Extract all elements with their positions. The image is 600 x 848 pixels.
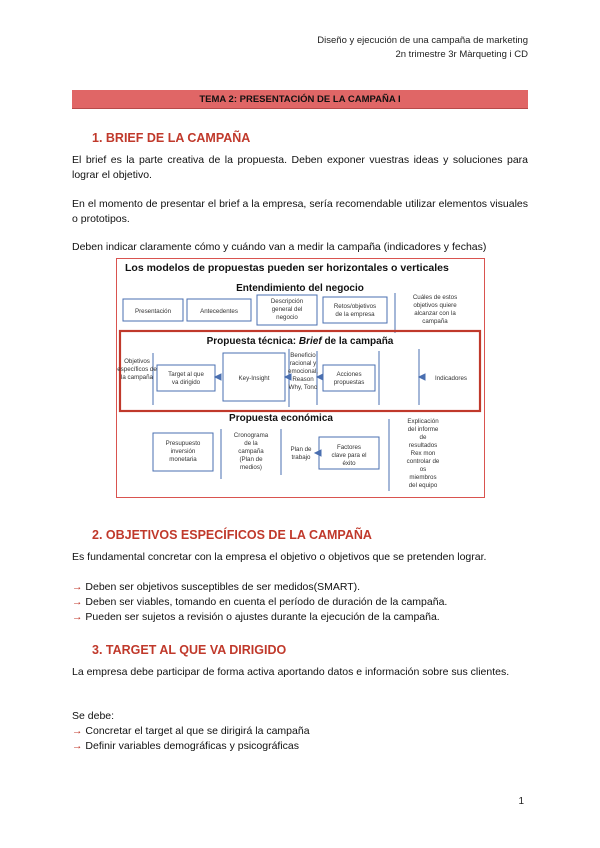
section3-heading: 3. TARGET AL QUE VA DIRIGIDO xyxy=(92,643,287,657)
section1-paragraph-3: Deben indicar claramente cómo y cuándo van a medir la campaña (indicadores y fechas) xyxy=(72,241,487,253)
section2-bullet-list xyxy=(72,580,528,625)
list-item: → Deben ser viables, tomando en cuenta el período de duración de la campaña. xyxy=(72,596,448,608)
arrow-icon: → xyxy=(72,740,83,752)
row1-box-3-label: Descripción general del negocio xyxy=(270,298,304,321)
section1-heading: 1. BRIEF DE LA CAMPAÑA xyxy=(92,131,251,145)
section3-bullet-list xyxy=(72,724,528,754)
list-item: → Deben ser objetivos susceptibles de ser medidos(SMART). xyxy=(72,581,361,593)
topic-banner: TEMA 2: PRESENTACIÓN DE LA CAMPAÑA I xyxy=(72,90,528,109)
row2-box-6-label: Indicadores xyxy=(435,375,467,382)
proposal-model-diagram xyxy=(116,258,485,498)
row3-box-2-label: Cronograma de la campaña (Plan de medios) xyxy=(233,432,269,471)
row2-box-5-label: Acciones propuestas xyxy=(333,371,365,386)
row1-heading: Entendimiento del negocio xyxy=(236,283,364,294)
section1-paragraph-1: El brief es la parte creativa de la propuesta. Deben exponer vuestras ideas y soluciones para lograr el objetivo. xyxy=(72,154,528,181)
section2-heading: 2. OBJETIVOS ESPECÍFICOS DE LA CAMPAÑA xyxy=(92,528,372,542)
row3-box-1-label: Presupuesto inversión monetaria xyxy=(165,440,201,463)
header-course-title: Diseño y ejecución de una campaña de marketing xyxy=(317,35,528,46)
row3-box-5-label: Explicación del informe de resultados Rex mon controlar de os miembros del equipo xyxy=(406,418,440,489)
row2-box-5 xyxy=(323,365,375,391)
arrow-icon: → xyxy=(72,611,83,623)
list-item: → Definir variables demográficas y psicográficas xyxy=(72,740,300,752)
row3-box-3-label: Plan de trabajo xyxy=(290,446,312,461)
arrow-icon: → xyxy=(72,725,83,737)
arrow-icon: → xyxy=(72,596,83,608)
list-item: → Pueden ser sujetos a revisión o ajustes durante la ejecución de la campaña. xyxy=(72,611,440,623)
section3-paragraph-1: La empresa debe participar de forma activa aportando datos e información sobre sus clientes. xyxy=(72,666,510,678)
document-header xyxy=(317,34,528,62)
row1-box-4 xyxy=(323,297,387,323)
row2-box-3-label: Key-Insight xyxy=(238,375,270,382)
row2-heading: Propuesta técnica: Brief de la campaña xyxy=(206,336,394,347)
row1-box-4-label: Retos/objetivos de la empresa xyxy=(333,303,377,318)
row2-box-2 xyxy=(157,365,215,391)
row1-box-2-label: Antecedentes xyxy=(200,308,238,315)
arrow-icon: → xyxy=(72,581,83,593)
row2-box-4-label: Beneficio racional y emocional, Reason Why, Tono xyxy=(288,352,318,391)
section1-paragraph-2: En el momento de presentar el brief a la empresa, sería recomendable utilizar elementos visuales o prototipos. xyxy=(72,198,528,225)
row3-heading: Propuesta económica xyxy=(229,413,333,424)
row1-box-1-label: Presentación xyxy=(134,308,172,315)
list-item: → Concretar el target al que se dirigirá la campaña xyxy=(72,725,310,737)
row3-box-4-label: Factores clave para el éxito xyxy=(331,444,367,467)
row2-box-1-label: Objetivos específicos de la campaña xyxy=(117,358,157,381)
section3-paragraph-2: Se debe: xyxy=(72,710,115,722)
page-number: 1 xyxy=(518,796,524,807)
row1-box-5-label: Cuáles de estos objetivos quiere alcanzar con la campaña xyxy=(412,294,458,325)
header-term: 2n trimestre 3r Màrqueting i CD xyxy=(395,49,528,60)
diagram-title: Los modelos de propuestas pueden ser horizontales o verticales xyxy=(125,262,449,274)
section2-intro: Es fundamental concretar con la empresa el objetivo o objetivos que se pretenden lograr. xyxy=(72,551,487,563)
row2-box-2-label: Target al que va dirigido xyxy=(168,371,204,386)
